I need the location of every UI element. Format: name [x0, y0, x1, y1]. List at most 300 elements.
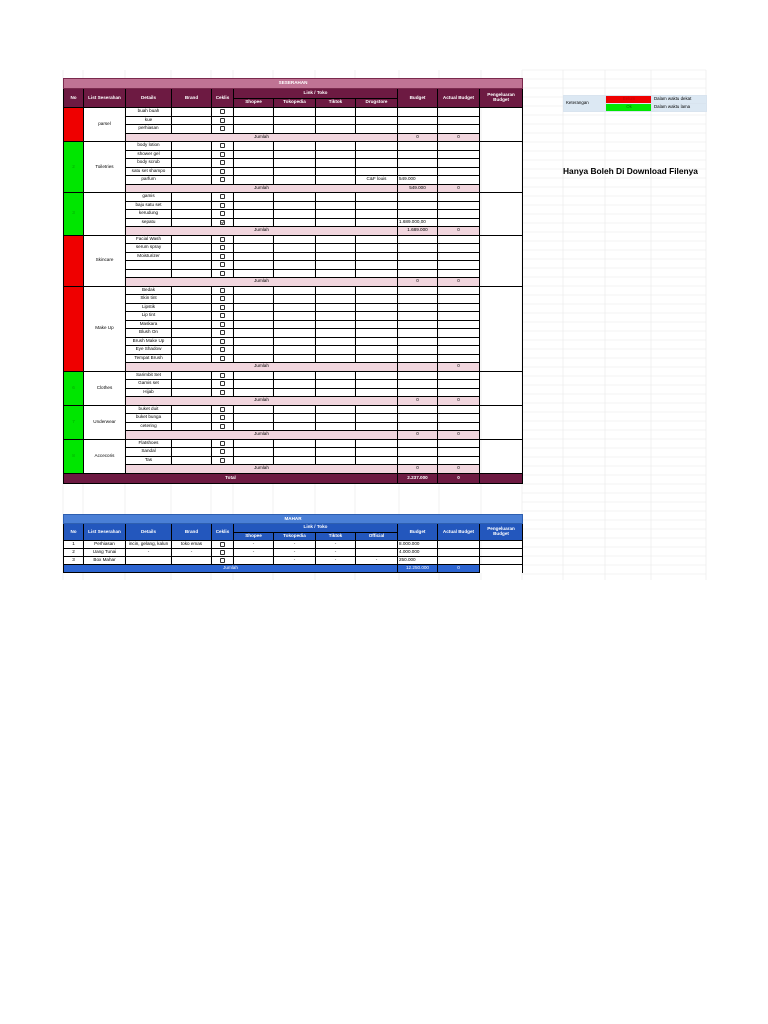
store-drugstore[interactable] [356, 422, 398, 431]
item-budget[interactable] [398, 405, 438, 414]
checkbox-icon[interactable] [220, 441, 225, 446]
store-drugstore[interactable] [356, 218, 398, 227]
store-tiktok[interactable] [316, 167, 356, 176]
store-tokopedia[interactable]: - [274, 549, 316, 557]
store-drugstore[interactable] [356, 201, 398, 210]
category-pengeluaran[interactable] [480, 235, 523, 286]
item-detail[interactable]: buket duit [126, 405, 172, 414]
item-detail[interactable]: sepatu [126, 218, 172, 227]
store-drugstore[interactable] [356, 439, 398, 448]
store-tokopedia[interactable] [274, 286, 316, 295]
store-tiktok[interactable] [316, 235, 356, 244]
jumlah-budget[interactable]: 549.000 [398, 184, 438, 193]
item-detail[interactable]: Moisturizer [126, 252, 172, 261]
store-shopee[interactable] [234, 346, 274, 355]
item-detail[interactable]: Bedak [126, 286, 172, 295]
item-brand[interactable] [172, 354, 212, 363]
item-ceklis[interactable] [212, 252, 234, 261]
store-shopee[interactable] [234, 303, 274, 312]
store-shopee[interactable] [234, 320, 274, 329]
item-budget[interactable] [398, 312, 438, 321]
store-tiktok[interactable] [316, 337, 356, 346]
mahar-details[interactable]: - [126, 549, 172, 557]
store-tokopedia[interactable] [274, 261, 316, 270]
store-drugstore[interactable] [356, 167, 398, 176]
item-brand[interactable] [172, 320, 212, 329]
store-tokopedia[interactable] [274, 337, 316, 346]
mahar-pengeluaran[interactable] [480, 541, 523, 549]
item-ceklis[interactable] [212, 346, 234, 355]
store-drugstore[interactable] [356, 235, 398, 244]
item-budget[interactable] [398, 295, 438, 304]
item-detail[interactable]: parfum [126, 176, 172, 185]
store-tokopedia[interactable] [274, 354, 316, 363]
store-tokopedia[interactable] [274, 380, 316, 389]
mahar-details[interactable]: incin, gelang, kalun [126, 541, 172, 549]
item-brand[interactable] [172, 456, 212, 465]
store-tokopedia[interactable] [274, 116, 316, 125]
item-brand[interactable] [172, 269, 212, 278]
store-tiktok[interactable] [316, 201, 356, 210]
checkbox-icon[interactable] [220, 407, 225, 412]
store-tiktok[interactable] [316, 142, 356, 151]
mahar-jumlah-budget[interactable]: 12.250.000 [398, 565, 438, 573]
item-actual[interactable] [438, 235, 480, 244]
store-tiktok[interactable] [316, 422, 356, 431]
store-tokopedia[interactable] [274, 448, 316, 457]
item-brand[interactable] [172, 295, 212, 304]
store-tiktok[interactable] [316, 405, 356, 414]
item-actual[interactable] [438, 380, 480, 389]
item-ceklis[interactable] [212, 388, 234, 397]
category-pengeluaran[interactable] [480, 108, 523, 142]
mahar-ceklis[interactable] [212, 549, 234, 557]
category-pengeluaran[interactable] [480, 286, 523, 371]
item-actual[interactable] [438, 388, 480, 397]
item-ceklis[interactable] [212, 312, 234, 321]
store-tiktok[interactable] [316, 320, 356, 329]
item-ceklis[interactable] [212, 303, 234, 312]
item-actual[interactable] [438, 337, 480, 346]
item-brand[interactable] [172, 422, 212, 431]
store-shopee[interactable] [234, 244, 274, 253]
jumlah-budget[interactable]: 1.689.000 [398, 227, 438, 236]
store-tokopedia[interactable] [274, 125, 316, 134]
item-ceklis[interactable] [212, 261, 234, 270]
item-budget[interactable] [398, 210, 438, 219]
store-tiktok[interactable] [316, 456, 356, 465]
store-shopee[interactable] [234, 261, 274, 270]
mahar-ceklis[interactable] [212, 541, 234, 549]
store-tiktok[interactable] [316, 439, 356, 448]
store-shopee[interactable] [234, 405, 274, 414]
item-brand[interactable] [172, 150, 212, 159]
store-tiktok[interactable] [316, 125, 356, 134]
store-drugstore[interactable] [356, 125, 398, 134]
item-brand[interactable] [172, 210, 212, 219]
item-budget[interactable] [398, 269, 438, 278]
store-tokopedia[interactable] [274, 346, 316, 355]
item-budget[interactable] [398, 235, 438, 244]
checkbox-icon[interactable] [220, 271, 225, 276]
checkbox-icon[interactable] [220, 262, 225, 267]
item-brand[interactable] [172, 439, 212, 448]
item-brand[interactable] [172, 108, 212, 117]
item-detail[interactable]: Tempat Brush [126, 354, 172, 363]
item-ceklis[interactable] [212, 422, 234, 431]
checkbox-icon[interactable] [220, 322, 225, 327]
store-tiktok[interactable]: - [316, 541, 356, 549]
item-detail[interactable]: Flatshoes [126, 439, 172, 448]
item-actual[interactable] [438, 210, 480, 219]
store-shopee[interactable] [234, 422, 274, 431]
store-drugstore[interactable] [356, 312, 398, 321]
item-ceklis[interactable] [212, 439, 234, 448]
item-brand[interactable] [172, 448, 212, 457]
store-drugstore[interactable] [356, 303, 398, 312]
store-tiktok[interactable] [316, 193, 356, 202]
mahar-actual[interactable] [438, 549, 480, 557]
store-tokopedia[interactable] [274, 439, 316, 448]
item-ceklis[interactable] [212, 210, 234, 219]
item-brand[interactable] [172, 176, 212, 185]
item-budget[interactable] [398, 150, 438, 159]
store-tiktok[interactable] [316, 116, 356, 125]
item-detail[interactable]: Facial Wash [126, 235, 172, 244]
item-budget[interactable] [398, 125, 438, 134]
item-brand[interactable] [172, 142, 212, 151]
checkbox-icon[interactable] [220, 415, 225, 420]
store-tiktok[interactable] [316, 346, 356, 355]
item-detail[interactable]: kerudung [126, 210, 172, 219]
category-pengeluaran[interactable] [480, 405, 523, 439]
store-shopee[interactable] [234, 312, 274, 321]
item-detail[interactable]: Blush On [126, 329, 172, 338]
item-brand[interactable] [172, 116, 212, 125]
item-detail[interactable] [126, 261, 172, 270]
item-brand[interactable] [172, 303, 212, 312]
item-brand[interactable] [172, 252, 212, 261]
store-tiktok[interactable] [316, 252, 356, 261]
item-brand[interactable] [172, 218, 212, 227]
store-official[interactable] [356, 549, 398, 557]
store-tokopedia[interactable] [274, 193, 316, 202]
store-drugstore[interactable]: C&F louis [356, 176, 398, 185]
item-ceklis[interactable] [212, 329, 234, 338]
store-tiktok[interactable]: - [316, 549, 356, 557]
item-brand[interactable] [172, 329, 212, 338]
jumlah-actual[interactable]: 0 [438, 465, 480, 474]
store-tokopedia[interactable] [274, 405, 316, 414]
item-ceklis[interactable] [212, 218, 234, 227]
mahar-ceklis[interactable] [212, 557, 234, 565]
store-tiktok[interactable] [316, 448, 356, 457]
item-detail[interactable]: Hijab [126, 388, 172, 397]
mahar-pengeluaran[interactable] [480, 557, 523, 565]
store-shopee[interactable] [234, 414, 274, 423]
item-actual[interactable] [438, 176, 480, 185]
store-tokopedia[interactable]: - [274, 557, 316, 565]
store-tokopedia[interactable] [274, 210, 316, 219]
store-drugstore[interactable] [356, 380, 398, 389]
store-shopee[interactable] [234, 557, 274, 565]
checkbox-icon[interactable] [220, 143, 225, 148]
store-tiktok[interactable] [316, 414, 356, 423]
item-detail[interactable]: Maskara [126, 320, 172, 329]
store-tokopedia[interactable]: - [274, 541, 316, 549]
item-budget[interactable] [398, 244, 438, 253]
item-brand[interactable] [172, 201, 212, 210]
item-ceklis[interactable] [212, 125, 234, 134]
item-ceklis[interactable] [212, 235, 234, 244]
item-detail[interactable]: baju satu set [126, 201, 172, 210]
store-shopee[interactable] [234, 167, 274, 176]
item-budget[interactable] [398, 456, 438, 465]
checkbox-icon[interactable] [220, 558, 225, 563]
store-tiktok[interactable] [316, 371, 356, 380]
store-shopee[interactable] [234, 235, 274, 244]
item-budget[interactable] [398, 159, 438, 168]
store-shopee[interactable] [234, 448, 274, 457]
item-ceklis[interactable] [212, 201, 234, 210]
total-actual[interactable]: 0 [438, 473, 480, 484]
item-brand[interactable] [172, 235, 212, 244]
store-tokopedia[interactable] [274, 320, 316, 329]
jumlah-budget[interactable]: 0 [398, 465, 438, 474]
mahar-brand[interactable]: toko emas [172, 541, 212, 549]
store-shopee[interactable] [234, 108, 274, 117]
item-detail[interactable]: body lotion [126, 142, 172, 151]
jumlah-actual[interactable]: 0 [438, 133, 480, 142]
checkbox-icon[interactable] [220, 347, 225, 352]
store-shopee[interactable] [234, 456, 274, 465]
checkbox-icon[interactable] [220, 177, 225, 182]
store-tokopedia[interactable] [274, 414, 316, 423]
item-brand[interactable] [172, 405, 212, 414]
checkbox-icon[interactable] [220, 330, 225, 335]
item-detail[interactable]: shower gel [126, 150, 172, 159]
item-budget[interactable] [398, 320, 438, 329]
jumlah-actual[interactable]: 0 [438, 431, 480, 440]
mahar-actual[interactable] [438, 557, 480, 565]
checkbox-icon[interactable] [220, 152, 225, 157]
item-ceklis[interactable] [212, 448, 234, 457]
item-actual[interactable] [438, 414, 480, 423]
store-tokopedia[interactable] [274, 371, 316, 380]
store-shopee[interactable] [234, 286, 274, 295]
mahar-budget[interactable]: 8.000.000 [398, 541, 438, 549]
mahar-jumlah-actual[interactable]: 0 [438, 565, 480, 573]
item-ceklis[interactable] [212, 244, 234, 253]
item-budget[interactable] [398, 337, 438, 346]
store-drugstore[interactable] [356, 388, 398, 397]
checkbox-icon[interactable] [220, 211, 225, 216]
store-shopee[interactable] [234, 218, 274, 227]
store-shopee[interactable]: - [234, 549, 274, 557]
jumlah-actual[interactable]: 0 [438, 397, 480, 406]
item-actual[interactable] [438, 329, 480, 338]
store-tokopedia[interactable] [274, 303, 316, 312]
item-detail[interactable]: Tas [126, 456, 172, 465]
checkbox-icon[interactable] [220, 194, 225, 199]
mahar-brand[interactable] [172, 557, 212, 565]
store-drugstore[interactable] [356, 320, 398, 329]
item-budget[interactable] [398, 422, 438, 431]
item-budget[interactable] [398, 380, 438, 389]
item-detail[interactable]: buah buah [126, 108, 172, 117]
item-budget[interactable] [398, 448, 438, 457]
item-brand[interactable] [172, 371, 212, 380]
store-drugstore[interactable] [356, 414, 398, 423]
item-brand[interactable] [172, 337, 212, 346]
item-actual[interactable] [438, 371, 480, 380]
store-shopee[interactable] [234, 252, 274, 261]
checkbox-icon[interactable] [220, 449, 225, 454]
item-brand[interactable] [172, 244, 212, 253]
checkbox-icon[interactable] [220, 254, 225, 259]
item-budget[interactable] [398, 346, 438, 355]
store-drugstore[interactable] [356, 295, 398, 304]
store-drugstore[interactable] [356, 269, 398, 278]
store-tiktok[interactable] [316, 108, 356, 117]
store-shopee[interactable] [234, 142, 274, 151]
checkbox-checked-icon[interactable] [220, 220, 225, 225]
store-drugstore[interactable] [356, 193, 398, 202]
mahar-brand[interactable]: - [172, 549, 212, 557]
store-tokopedia[interactable] [274, 150, 316, 159]
item-detail[interactable]: perhiasan [126, 125, 172, 134]
category-pengeluaran[interactable] [480, 439, 523, 473]
item-brand[interactable] [172, 159, 212, 168]
item-ceklis[interactable] [212, 269, 234, 278]
item-actual[interactable] [438, 286, 480, 295]
item-budget[interactable] [398, 108, 438, 117]
item-ceklis[interactable] [212, 337, 234, 346]
store-tokopedia[interactable] [274, 269, 316, 278]
item-budget[interactable] [398, 354, 438, 363]
item-brand[interactable] [172, 193, 212, 202]
store-drugstore[interactable] [356, 150, 398, 159]
checkbox-icon[interactable] [220, 339, 225, 344]
checkbox-icon[interactable] [220, 160, 225, 165]
item-ceklis[interactable] [212, 116, 234, 125]
store-shopee[interactable] [234, 210, 274, 219]
store-drugstore[interactable] [356, 448, 398, 457]
item-detail[interactable]: serum spray [126, 244, 172, 253]
store-shopee[interactable] [234, 125, 274, 134]
store-tiktok[interactable] [316, 176, 356, 185]
store-tiktok[interactable] [316, 244, 356, 253]
store-drugstore[interactable] [356, 116, 398, 125]
item-budget[interactable]: 1.689.000,00 [398, 218, 438, 227]
item-brand[interactable] [172, 312, 212, 321]
item-actual[interactable] [438, 252, 480, 261]
item-actual[interactable] [438, 303, 480, 312]
store-tokopedia[interactable] [274, 329, 316, 338]
store-drugstore[interactable] [356, 261, 398, 270]
store-tiktok[interactable] [316, 159, 356, 168]
store-drugstore[interactable] [356, 210, 398, 219]
store-drugstore[interactable] [356, 159, 398, 168]
item-detail[interactable]: Sandal [126, 448, 172, 457]
jumlah-actual[interactable]: 0 [438, 184, 480, 193]
store-drugstore[interactable] [356, 108, 398, 117]
item-actual[interactable] [438, 201, 480, 210]
store-tokopedia[interactable] [274, 235, 316, 244]
item-budget[interactable] [398, 303, 438, 312]
jumlah-actual[interactable]: 0 [438, 227, 480, 236]
category-pengeluaran[interactable] [480, 193, 523, 236]
item-brand[interactable] [172, 286, 212, 295]
store-shopee[interactable] [234, 116, 274, 125]
store-tokopedia[interactable] [274, 456, 316, 465]
store-tiktok[interactable] [316, 380, 356, 389]
store-tiktok[interactable] [316, 388, 356, 397]
store-tiktok[interactable]: - [316, 557, 356, 565]
item-ceklis[interactable] [212, 108, 234, 117]
store-shopee[interactable] [234, 193, 274, 202]
item-actual[interactable] [438, 125, 480, 134]
jumlah-actual[interactable]: 0 [438, 363, 480, 372]
store-drugstore[interactable] [356, 329, 398, 338]
item-actual[interactable] [438, 405, 480, 414]
mahar-list[interactable]: Box Mahar [84, 557, 126, 565]
item-budget[interactable] [398, 193, 438, 202]
total-pengeluaran[interactable] [480, 473, 523, 484]
store-shopee[interactable] [234, 159, 274, 168]
store-tokopedia[interactable] [274, 201, 316, 210]
checkbox-icon[interactable] [220, 203, 225, 208]
item-actual[interactable] [438, 448, 480, 457]
store-tokopedia[interactable] [274, 218, 316, 227]
checkbox-icon[interactable] [220, 118, 225, 123]
store-shopee[interactable] [234, 354, 274, 363]
store-shopee[interactable] [234, 380, 274, 389]
checkbox-icon[interactable] [220, 237, 225, 242]
item-budget[interactable]: 549.000 [398, 176, 438, 185]
item-actual[interactable] [438, 150, 480, 159]
store-tokopedia[interactable] [274, 388, 316, 397]
item-brand[interactable] [172, 125, 212, 134]
store-tiktok[interactable] [316, 286, 356, 295]
item-detail[interactable]: Skin tint [126, 295, 172, 304]
mahar-budget[interactable]: 4.000.000 [398, 549, 438, 557]
item-budget[interactable] [398, 329, 438, 338]
store-tiktok[interactable] [316, 210, 356, 219]
store-drugstore[interactable] [356, 286, 398, 295]
item-ceklis[interactable] [212, 354, 234, 363]
item-actual[interactable] [438, 269, 480, 278]
item-budget[interactable] [398, 252, 438, 261]
store-drugstore[interactable] [356, 252, 398, 261]
store-shopee[interactable] [234, 371, 274, 380]
category-pengeluaran[interactable] [480, 371, 523, 405]
checkbox-icon[interactable] [220, 542, 225, 547]
item-detail[interactable]: Sarimbit Set [126, 371, 172, 380]
item-detail[interactable]: Eye Shadow [126, 346, 172, 355]
store-drugstore[interactable] [356, 456, 398, 465]
item-detail[interactable]: gamis [126, 193, 172, 202]
checkbox-icon[interactable] [220, 126, 225, 131]
mahar-jumlah-pengeluaran[interactable] [480, 565, 523, 573]
mahar-budget[interactable]: 250.000 [398, 557, 438, 565]
item-brand[interactable] [172, 388, 212, 397]
total-budget[interactable]: 2.237.000 [398, 473, 438, 484]
store-drugstore[interactable] [356, 346, 398, 355]
checkbox-icon[interactable] [220, 458, 225, 463]
store-shopee[interactable] [234, 295, 274, 304]
item-actual[interactable] [438, 354, 480, 363]
